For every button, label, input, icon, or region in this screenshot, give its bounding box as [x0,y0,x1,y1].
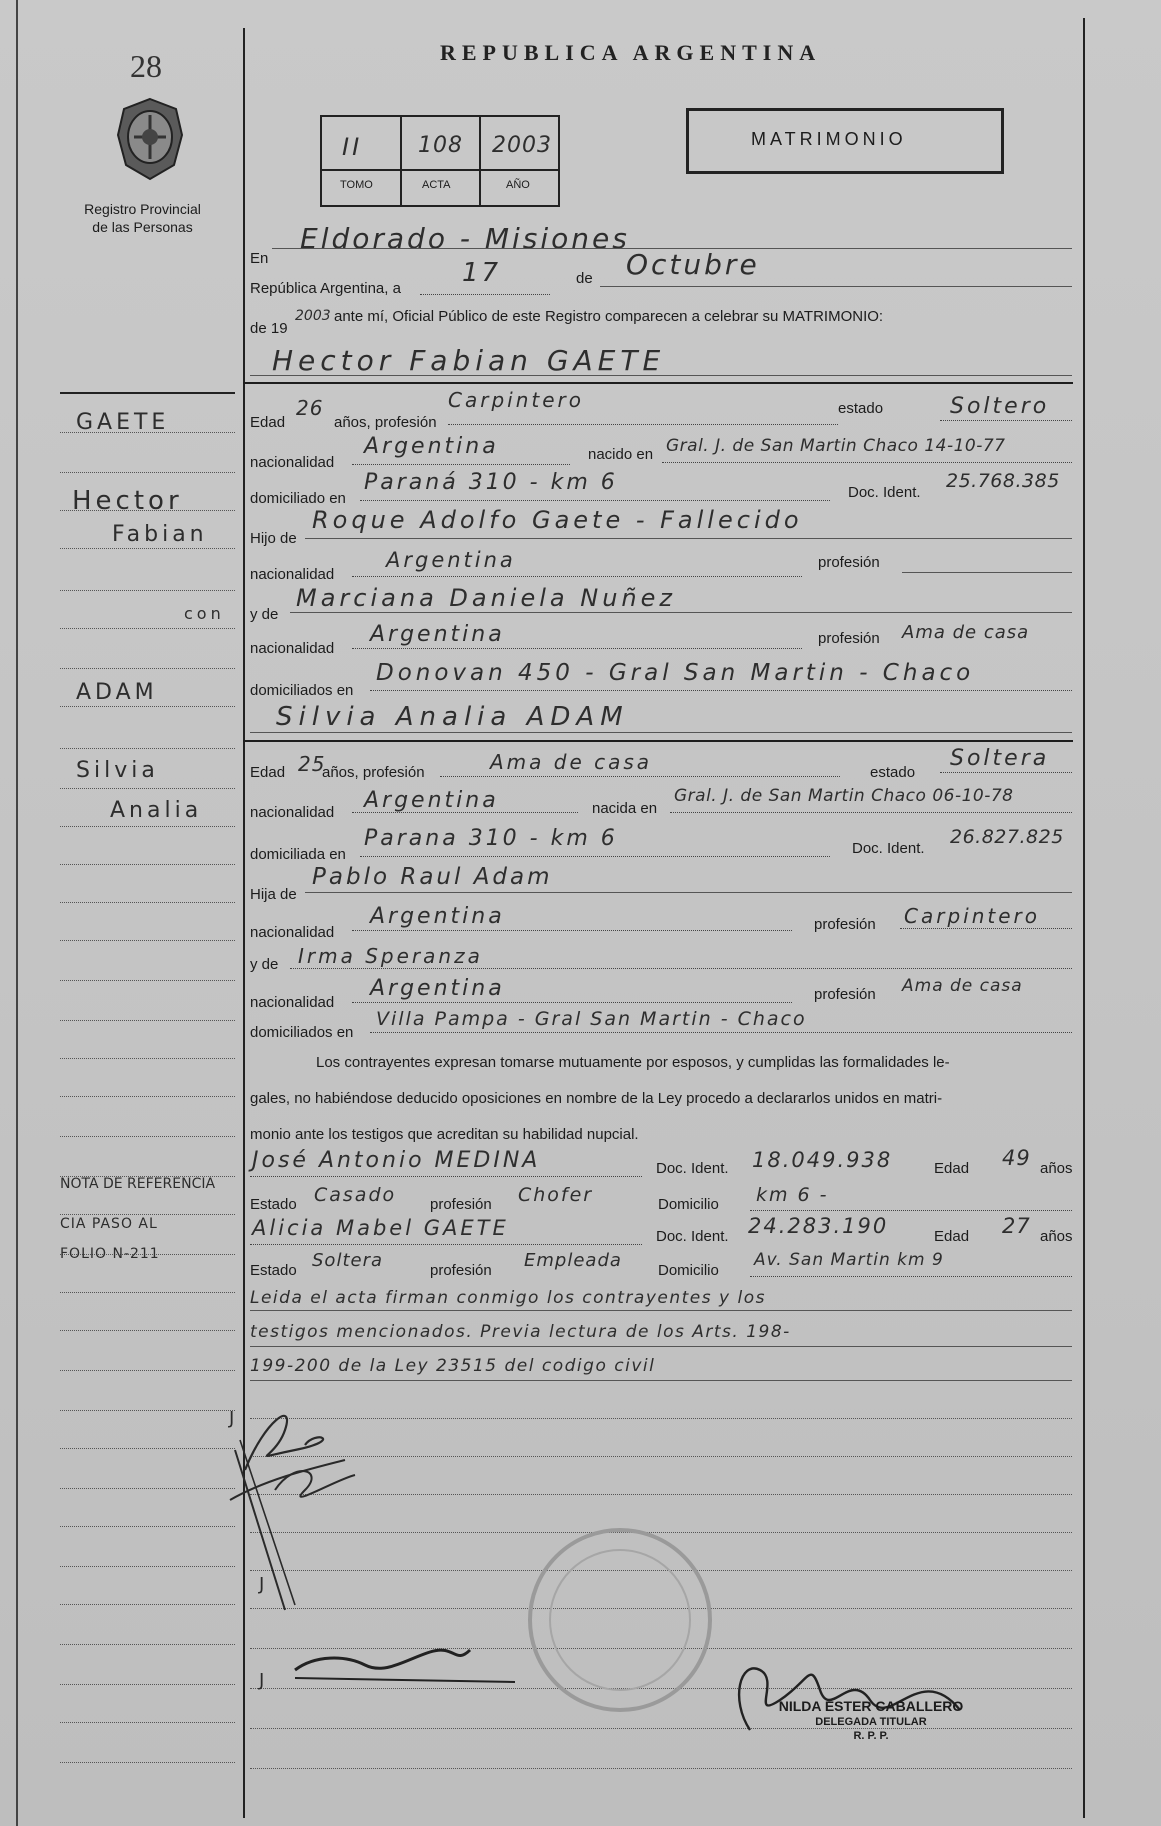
groom-nacionalidad-label: nacionalidad [250,454,335,471]
acta-label: ACTA [422,179,451,191]
witness-1-anos-label: años [1040,1160,1073,1177]
document-type: MATRIMONIO [751,129,907,149]
bride-mother: Irma Speranza [298,944,483,968]
groom-anos-prof-label: años, profesión [334,414,437,431]
official-stamp-title: DELEGADA TITULAR [815,1716,927,1728]
witness-2-profession: Empleada [524,1250,622,1271]
margin-note-line-1: NOTA DE REFERENCIA [60,1176,216,1192]
ano-label: AÑO [506,179,530,191]
year-value: 2003 [295,308,331,324]
place: Eldorado - Misiones [300,222,630,255]
acta-value: 108 [418,133,463,158]
groom-mother-prof-label: profesión [818,630,880,647]
margin-note-line-3: FOLIO N-211 [60,1246,160,1262]
bride-hija-label: Hija de [250,886,297,903]
witness-2-prof-label: profesión [430,1262,492,1279]
tomo-value: II [342,133,363,161]
margin-note-line-2: CIA PASO AL [60,1216,158,1232]
groom-mother-profession: Ama de casa [902,622,1030,643]
witness-2-edad-label: Edad [934,1228,970,1245]
witness-signatures [255,1560,535,1700]
ano-value: 2003 [492,133,552,158]
svg-text:J: J [259,1574,265,1595]
groom-doc-label: Doc. Ident. [848,484,921,501]
registry-circular-stamp [520,1520,720,1720]
groom-edad-label: Edad [250,414,286,431]
witness-1-prof-label: profesión [430,1196,492,1213]
witness-2-estado-label: Estado [250,1262,297,1279]
declaration-line-1: Los contrayentes expresan tomarse mutuamente por esposos, y cumplidas las formalidades le- [316,1054,950,1071]
margin-con: con [184,604,225,623]
witness-1-name: José Antonio MEDINA [252,1148,541,1173]
groom-father-nat-label: nacionalidad [250,566,335,583]
margin-groom-given-2: Fabian [112,522,208,547]
groom-domicilio-label: domiciliado en [250,490,346,507]
bride-father-profession: Carpintero [904,904,1040,928]
svg-text:J: J [229,1408,235,1429]
witness-1-estado: Casado [314,1184,397,1206]
bride-father: Pablo Raul Adam [312,864,553,890]
groom-full-name: Hector Fabian GAETE [272,344,666,377]
margin-groom-surname: GAETE [76,410,170,435]
opening-statement: ante mí, Oficial Público de este Registro comparecen a celebrar su MATRIMONIO: [334,308,884,325]
margin-bride-given-2: Analia [110,798,203,823]
groom-address: Paraná 310 - km 6 [364,470,618,495]
bride-doc-label: Doc. Ident. [852,840,925,857]
witness-2-doc-label: Doc. Ident. [656,1228,729,1245]
groom-doc: 25.768.385 [946,470,1060,492]
groom-birth: Gral. J. de San Martin Chaco 14-10-77 [666,436,1006,456]
witness-1-estado-label: Estado [250,1196,297,1213]
bride-father-nationality: Argentina [370,904,505,929]
republica-label: República Argentina, a [250,280,401,297]
closing-note-line-3: 199-200 de la Ley 23515 del codigo civil [250,1356,656,1376]
bride-doc: 26.827.825 [950,826,1064,848]
groom-estado: Soltero [950,394,1050,419]
groom-father-nationality: Argentina [386,548,516,572]
bride-anos-prof-label: años, profesión [322,764,425,781]
bride-address: Parana 310 - km 6 [364,826,618,851]
official-stamp-office: R. P. P. [853,1730,889,1742]
witness-2-address: Av. San Martin km 9 [754,1250,944,1270]
day: 17 [462,258,502,288]
official-stamp-name: NILDA ESTER CABALLERO [778,1698,964,1714]
en-label: En [250,250,269,267]
groom-nationality: Argentina [364,434,499,459]
bride-birth: Gral. J. de San Martin Chaco 06-10-78 [674,786,1014,806]
bride-parents-address: Villa Pampa - Gral San Martin - Chaco [376,1008,807,1030]
groom-mother: Marciana Daniela Nuñez [296,584,676,612]
witness-1-age: 49 [1002,1146,1031,1170]
groom-hijo-label: Hijo de [250,530,297,547]
bride-edad-label: Edad [250,764,286,781]
witness-1-dom-label: Domicilio [658,1196,719,1213]
country-header: REPUBLICA ARGENTINA [440,40,822,65]
witness-2-age: 27 [1002,1214,1031,1238]
de-label: de [576,270,593,287]
margin-groom-given-1: Hector [72,486,183,516]
declaration-line-3: monio ante los testigos que acreditan su habilidad nupcial. [250,1126,639,1143]
bride-full-name: Silvia Analia ADAM [276,702,629,732]
bride-domicilio-label: domiciliada en [250,846,346,863]
groom-parents-address: Donovan 450 - Gral San Martin - Chaco [376,660,975,686]
bride-mother-profession: Ama de casa [902,976,1023,996]
record-box [320,115,560,207]
closing-note-line-2: testigos mencionados. Previa lectura de los Arts. 198- [250,1322,791,1342]
bride-father-nat-label: nacionalidad [250,924,335,941]
witness-1-profession: Chofer [518,1184,594,1206]
official-stamp [756,1698,986,1742]
bride-estado-label: estado [870,764,916,781]
witness-2-name: Alicia Mabel GAETE [252,1216,509,1240]
bride-nacida-label: nacida en [592,800,658,817]
year-prefix: de 19 [250,320,288,337]
closing-note-line-1: Leida el acta firman conmigo los contrayentes y los [250,1288,766,1308]
groom-age: 26 [296,396,324,420]
bride-profession: Ama de casa [490,750,653,774]
bride-nacionalidad-label: nacionalidad [250,804,335,821]
witness-2-doc: 24.283.190 [748,1214,889,1238]
witness-2-dom-label: Domicilio [658,1262,719,1279]
witness-1-doc: 18.049.938 [752,1148,893,1172]
bride-parents-dom-label: domiciliados en [250,1024,354,1041]
bride-age: 25 [298,752,326,776]
document-type-box [686,108,1004,174]
bride-mother-prof-label: profesión [814,986,876,1003]
bride-section-divider [243,740,1073,742]
groom-father-prof-label: profesión [818,554,880,571]
bride-yde-label: y de [250,956,279,973]
groom-profession: Carpintero [448,388,584,412]
witness-1-doc-label: Doc. Ident. [656,1160,729,1177]
registry-name: Registro Provincial de las Personas [84,201,201,235]
witness-2-estado: Soltera [312,1250,384,1271]
right-border [1083,18,1085,1818]
witness-1-address: km 6 - [756,1184,829,1206]
groom-parents-dom-label: domiciliados en [250,682,354,699]
bride-mother-nationality: Argentina [370,976,505,1001]
page-number: 28 [130,48,162,84]
witness-2-anos-label: años [1040,1228,1073,1245]
groom-yde-label: y de [250,606,279,623]
svg-text:J: J [259,1670,265,1691]
coat-of-arms-seal [112,95,188,185]
groom-nacido-label: nacido en [588,446,654,463]
margin-bride-given-1: Silvia [76,758,159,783]
left-border [16,0,18,1826]
month: Octubre [626,248,760,281]
groom-section-divider [243,382,1073,384]
groom-father: Roque Adolfo Gaete - Fallecido [312,506,803,534]
groom-mother-nat-label: nacionalidad [250,640,335,657]
tomo-label: TOMO [340,179,373,191]
margin-bride-surname: ADAM [76,680,158,705]
groom-estado-label: estado [838,400,884,417]
bride-nationality: Argentina [364,788,499,813]
declaration-line-2: gales, no habiéndose deducido oposiciones en nombre de la Ley procedo a declararlos unidos en matri- [250,1090,943,1107]
bride-father-prof-label: profesión [814,916,876,933]
bride-mother-nat-label: nacionalidad [250,994,335,1011]
witness-1-edad-label: Edad [934,1160,970,1177]
bride-estado: Soltera [950,746,1050,771]
groom-mother-nationality: Argentina [370,622,505,647]
